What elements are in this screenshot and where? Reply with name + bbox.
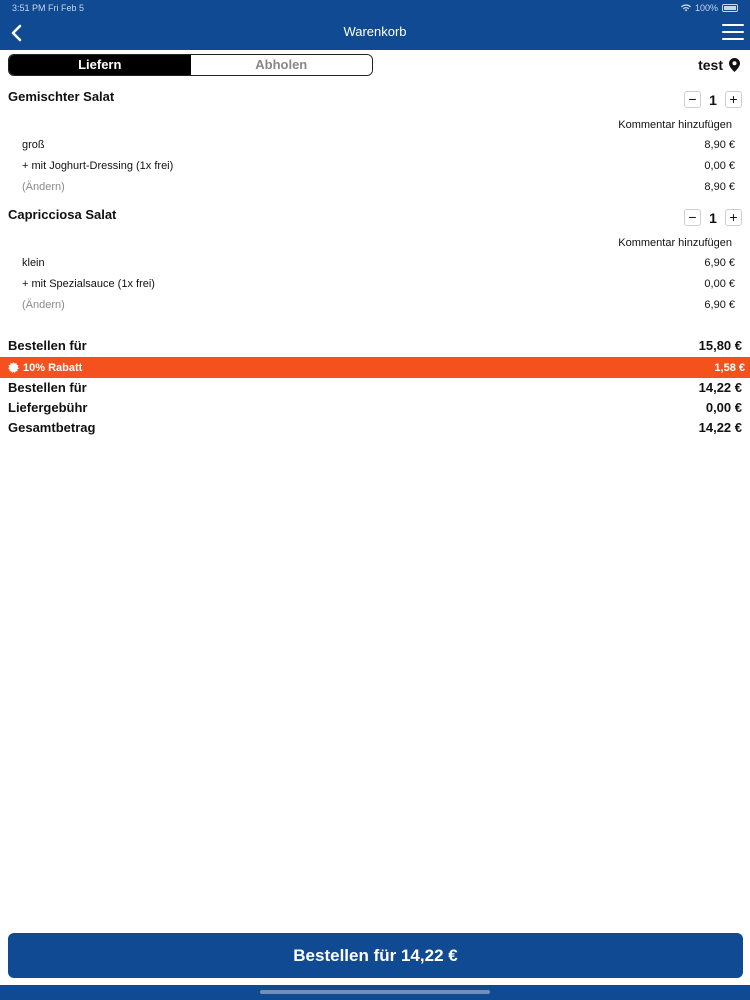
- option-label: groß: [22, 139, 45, 151]
- option-price: 8,90 €: [704, 139, 735, 151]
- delivery-fee-value: 0,00 €: [705, 400, 742, 415]
- app-header: [0, 0, 750, 50]
- grand-total-label: Gesamtbetrag: [8, 420, 96, 435]
- tab-liefern[interactable]: Liefern: [9, 55, 191, 75]
- status-time: 3:51 PM Fri Feb 5: [12, 3, 85, 13]
- decrease-button[interactable]: −: [684, 209, 701, 226]
- subtotal-row: [8, 338, 742, 356]
- discount-label: 10% Rabatt: [23, 361, 83, 374]
- item-quantity: 1: [709, 209, 717, 226]
- item-quantity: 1: [709, 91, 717, 108]
- location-selector[interactable]: [698, 57, 740, 73]
- change-link[interactable]: (Ändern): [22, 181, 65, 193]
- item-name: Gemischter Salat: [8, 89, 115, 104]
- item-option-line: [22, 257, 735, 271]
- discount-value: 1,58 €: [714, 361, 745, 374]
- increase-button[interactable]: +: [725, 209, 742, 226]
- option-label: klein: [22, 257, 45, 269]
- option-price: 6,90 €: [704, 257, 735, 269]
- item-option-line: [22, 278, 735, 292]
- menu-button[interactable]: [722, 24, 744, 42]
- grand-total-row: [8, 420, 742, 438]
- item-total-price: 8,90 €: [704, 181, 735, 193]
- item-name: Capricciosa Salat: [8, 207, 117, 222]
- location-name: test: [698, 57, 723, 73]
- place-order-button[interactable]: Bestellen für 14,22 €: [8, 933, 743, 978]
- delivery-fee-label: Liefergebühr: [8, 400, 88, 415]
- discount-badge-icon: [8, 362, 19, 373]
- delivery-mode-toggle: [8, 54, 373, 76]
- battery-icon: [722, 4, 738, 12]
- discount-banner: [0, 357, 750, 378]
- option-label: + mit Joghurt-Dressing (1x frei): [22, 160, 174, 172]
- add-comment-link[interactable]: Kommentar hinzufügen: [618, 237, 732, 249]
- item-change-line: [22, 299, 735, 313]
- discounted-total-row: [8, 380, 742, 398]
- subtotal-value: 15,80 €: [698, 338, 742, 353]
- increase-button[interactable]: +: [725, 91, 742, 108]
- wifi-icon: [681, 4, 691, 12]
- item-change-line: [22, 181, 735, 195]
- decrease-button[interactable]: −: [684, 91, 701, 108]
- item-option-line: [22, 139, 735, 153]
- item-total-price: 6,90 €: [704, 299, 735, 311]
- status-indicators: [681, 3, 738, 13]
- grand-total-value: 14,22 €: [698, 420, 742, 435]
- quantity-stepper: [684, 91, 742, 108]
- option-price: 0,00 €: [704, 160, 735, 172]
- option-label: + mit Spezialsauce (1x frei): [22, 278, 155, 290]
- option-price: 0,00 €: [704, 278, 735, 290]
- discounted-total-label: Bestellen für: [8, 380, 87, 395]
- subtotal-label: Bestellen für: [8, 338, 87, 353]
- hamburger-menu-icon: [722, 24, 744, 26]
- change-link[interactable]: (Ändern): [22, 299, 65, 311]
- add-comment-link[interactable]: Kommentar hinzufügen: [618, 119, 732, 131]
- battery-percent: 100%: [694, 3, 718, 13]
- home-indicator: [260, 990, 490, 994]
- item-option-line: [22, 160, 735, 174]
- page-title: Warenkorb: [343, 24, 407, 39]
- discounted-total-value: 14,22 €: [698, 380, 742, 395]
- quantity-stepper: [684, 209, 742, 226]
- location-pin-icon: [729, 58, 740, 72]
- status-bar: [0, 0, 750, 16]
- tab-abholen[interactable]: Abholen: [191, 55, 373, 75]
- delivery-fee-row: [8, 400, 742, 418]
